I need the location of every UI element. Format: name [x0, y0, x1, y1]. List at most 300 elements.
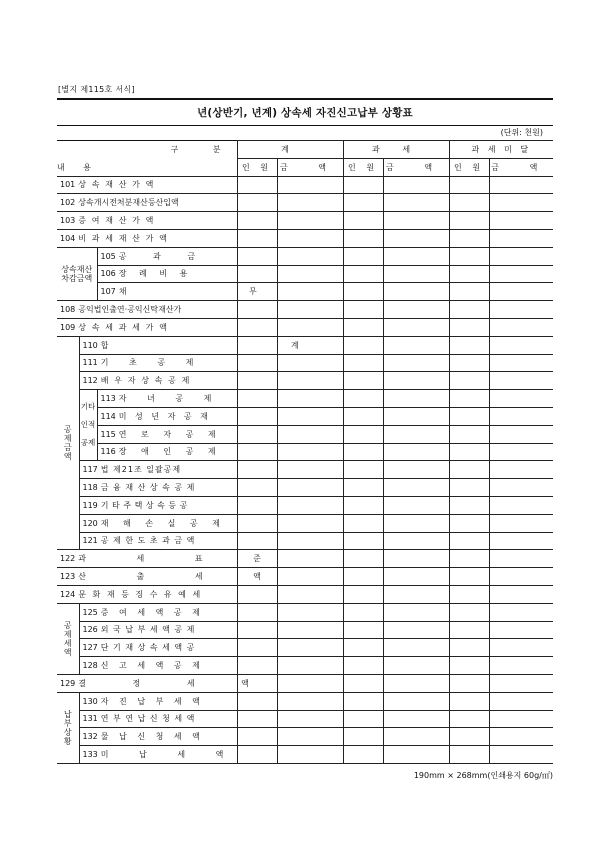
cell-input[interactable] [383, 550, 449, 568]
cell-input[interactable] [277, 585, 343, 603]
cell-input[interactable] [449, 603, 489, 621]
row-text: 산 출 세 액 [78, 572, 285, 582]
table-row [57, 283, 553, 301]
cell-input[interactable] [383, 301, 449, 319]
cell-input[interactable] [237, 229, 277, 247]
cell-input[interactable] [449, 532, 489, 550]
cell-input[interactable] [489, 550, 553, 568]
row-label [79, 496, 237, 514]
cell-input[interactable] [489, 585, 553, 603]
cell-input[interactable] [277, 568, 343, 586]
cell-input[interactable] [237, 514, 277, 532]
row-text: 재 해 손 실 공 제 [100, 518, 226, 528]
cell-input[interactable] [237, 301, 277, 319]
row-label [57, 674, 271, 692]
cell-input[interactable] [343, 550, 383, 568]
cell-input[interactable] [449, 443, 489, 461]
group-char: 상 [63, 727, 72, 737]
row-text: 기 타 주 택 상 속 등 공 [100, 500, 188, 510]
group-char: 공 [63, 425, 72, 435]
cell-input[interactable] [489, 229, 553, 247]
cell-input[interactable] [449, 407, 489, 425]
cell-input[interactable] [277, 247, 343, 265]
group-label-other-personal: 기타 인적 공제 [79, 390, 97, 461]
row-number: 109 [60, 322, 76, 332]
cell-input[interactable] [237, 390, 277, 408]
cell-input[interactable] [383, 568, 449, 586]
form-title: 년(상반기, 년계) 상속세 자진신고납부 상황표 [57, 98, 553, 126]
cell-input[interactable] [383, 229, 449, 247]
cell-input[interactable] [277, 514, 343, 532]
row-text: 비 과 세 재 산 가 액 [78, 233, 169, 243]
cell-input[interactable] [237, 603, 277, 621]
cell-input[interactable] [277, 657, 343, 675]
cell-input[interactable] [449, 639, 489, 657]
cell-input[interactable] [277, 639, 343, 657]
table-row [57, 301, 553, 319]
cell-input[interactable] [237, 194, 277, 212]
table-row [57, 479, 553, 497]
cell-input[interactable] [489, 301, 553, 319]
form-sheet [57, 98, 553, 764]
cell-input[interactable] [383, 425, 449, 443]
row-text: 채 무 [118, 287, 317, 297]
cell-input[interactable] [277, 229, 343, 247]
header-count: 인 원 [343, 158, 383, 176]
cell-input[interactable] [449, 283, 489, 301]
cell-input[interactable] [277, 496, 343, 514]
cell-input[interactable] [343, 603, 383, 621]
cell-input[interactable] [277, 194, 343, 212]
cell-input[interactable] [449, 710, 489, 728]
cell-input[interactable] [383, 461, 449, 479]
cell-input[interactable] [383, 674, 449, 692]
cell-input[interactable] [489, 407, 553, 425]
cell-input[interactable] [343, 425, 383, 443]
cell-input[interactable] [383, 176, 449, 194]
cell-input[interactable] [343, 585, 383, 603]
cell-input[interactable] [449, 425, 489, 443]
cell-input[interactable] [237, 496, 277, 514]
row-label [79, 514, 237, 532]
table-row [57, 728, 553, 746]
row-number: 111 [82, 358, 98, 368]
cell-input[interactable] [237, 585, 277, 603]
cell-input[interactable] [277, 746, 343, 764]
row-number: 123 [60, 572, 76, 582]
cell-input[interactable] [383, 372, 449, 390]
cell-input[interactable] [237, 461, 277, 479]
cell-input[interactable] [489, 443, 553, 461]
cell-input[interactable] [237, 407, 277, 425]
cell-input[interactable] [489, 728, 553, 746]
cell-input[interactable] [343, 728, 383, 746]
cell-input[interactable] [343, 283, 383, 301]
header-naeyong: 내 용 [57, 158, 237, 176]
table-row [57, 407, 553, 425]
cell-input[interactable] [383, 514, 449, 532]
group-char: 액 [63, 647, 72, 657]
cell-input[interactable] [277, 603, 343, 621]
row-label [79, 746, 237, 764]
cell-input[interactable] [277, 390, 343, 408]
row-text: 상 속 재 산 가 액 [78, 180, 155, 190]
row-text: 상 속 세 과 세 가 액 [78, 322, 169, 332]
cell-input[interactable] [383, 265, 449, 283]
cell-input[interactable] [383, 479, 449, 497]
cell-input[interactable] [277, 674, 343, 692]
table-row [57, 568, 553, 586]
cell-input[interactable] [449, 265, 489, 283]
row-label [79, 692, 237, 710]
cell-input[interactable] [489, 479, 553, 497]
row-label [57, 318, 237, 336]
cell-input[interactable] [489, 336, 553, 354]
cell-input[interactable] [277, 621, 343, 639]
cell-input[interactable] [277, 301, 343, 319]
cell-input[interactable] [277, 728, 343, 746]
cell-input[interactable] [449, 176, 489, 194]
table-row [57, 621, 553, 639]
cell-input[interactable] [343, 692, 383, 710]
cell-input[interactable] [277, 692, 343, 710]
row-label [79, 336, 389, 354]
row-label [79, 728, 237, 746]
cell-input[interactable] [449, 728, 489, 746]
row-number: 114 [100, 411, 116, 421]
cell-input[interactable] [383, 390, 449, 408]
cell-input[interactable] [449, 336, 489, 354]
cell-input[interactable] [383, 692, 449, 710]
row-label [79, 710, 237, 728]
cell-input[interactable] [277, 212, 343, 230]
cell-input[interactable] [489, 194, 553, 212]
cell-input[interactable] [449, 461, 489, 479]
cell-input[interactable] [277, 372, 343, 390]
cell-input[interactable] [383, 621, 449, 639]
cell-input[interactable] [449, 194, 489, 212]
cell-input[interactable] [449, 354, 489, 372]
row-text: 증 여 재 산 가 액 [78, 216, 155, 226]
row-number: 115 [100, 429, 116, 439]
table-row [57, 550, 553, 568]
cell-input[interactable] [237, 372, 277, 390]
group-label-payment-status [57, 692, 79, 763]
row-number: 118 [82, 483, 98, 493]
cell-input[interactable] [343, 479, 383, 497]
table-row [57, 247, 553, 265]
table-row [57, 532, 553, 550]
cell-input[interactable] [383, 443, 449, 461]
group-char: 액 [63, 452, 72, 462]
cell-input[interactable] [343, 318, 383, 336]
form-number-label: [별지 제115호 서식] [58, 85, 135, 94]
cell-input[interactable] [237, 639, 277, 657]
cell-input[interactable] [237, 443, 277, 461]
cell-input[interactable] [489, 461, 553, 479]
row-number: 119 [82, 500, 98, 510]
cell-input[interactable] [277, 354, 343, 372]
group-label-tax-credit [57, 603, 79, 674]
cell-input[interactable] [489, 710, 553, 728]
cell-input[interactable] [489, 692, 553, 710]
cell-input[interactable] [343, 746, 383, 764]
cell-input[interactable] [343, 514, 383, 532]
cell-input[interactable] [343, 710, 383, 728]
cell-input[interactable] [449, 229, 489, 247]
cell-input[interactable] [383, 496, 449, 514]
cell-input[interactable] [449, 585, 489, 603]
cell-input[interactable] [383, 603, 449, 621]
row-label [79, 461, 237, 479]
table-row [57, 390, 553, 408]
cell-input[interactable] [343, 639, 383, 657]
cell-input[interactable] [237, 692, 277, 710]
cell-input[interactable] [343, 496, 383, 514]
cell-input[interactable] [449, 479, 489, 497]
table-row [57, 657, 553, 675]
row-text: 장 애 인 공 제 [118, 447, 222, 457]
cell-input[interactable] [449, 514, 489, 532]
cell-input[interactable] [277, 425, 343, 443]
cell-input[interactable] [383, 746, 449, 764]
cell-input[interactable] [489, 372, 553, 390]
cell-input[interactable] [237, 746, 277, 764]
row-label [79, 621, 237, 639]
cell-input[interactable] [277, 265, 343, 283]
cell-input[interactable] [383, 585, 449, 603]
group-char: 제 [63, 629, 72, 639]
row-text: 외 국 납 부 세 액 공 제 [100, 625, 196, 635]
header-taxed: 과 세 [343, 141, 449, 159]
cell-input[interactable] [489, 283, 553, 301]
row-number: 110 [82, 340, 98, 350]
row-number: 102 [60, 198, 76, 208]
cell-input[interactable] [237, 318, 277, 336]
cell-input[interactable] [383, 354, 449, 372]
row-label [57, 550, 285, 568]
row-text: 상속개시전처분재산등산입액 [78, 198, 179, 208]
cell-input[interactable] [489, 603, 553, 621]
cell-input[interactable] [383, 657, 449, 675]
row-label [97, 425, 237, 443]
row-number: 116 [100, 447, 116, 457]
cell-input[interactable] [489, 657, 553, 675]
cell-input[interactable] [343, 247, 383, 265]
cell-input[interactable] [383, 194, 449, 212]
row-text: 연 로 자 공 제 [118, 429, 222, 439]
cell-input[interactable] [343, 621, 383, 639]
cell-input[interactable] [277, 176, 343, 194]
table-row [57, 746, 553, 764]
cell-input[interactable] [343, 212, 383, 230]
cell-input[interactable] [449, 746, 489, 764]
cell-input[interactable] [449, 212, 489, 230]
cell-input[interactable] [343, 443, 383, 461]
cell-input[interactable] [489, 265, 553, 283]
cell-input[interactable] [237, 247, 277, 265]
group-char: 납 [63, 709, 72, 719]
row-label [57, 176, 237, 194]
cell-input[interactable] [277, 407, 343, 425]
row-label [57, 585, 237, 603]
cell-input[interactable] [237, 265, 277, 283]
cell-input[interactable] [489, 532, 553, 550]
row-text: 자 진 납 부 세 액 [100, 696, 204, 706]
cell-input[interactable] [449, 247, 489, 265]
cell-input[interactable] [489, 247, 553, 265]
group-char: 금 [63, 443, 72, 453]
cell-input[interactable] [343, 354, 383, 372]
cell-input[interactable] [343, 229, 383, 247]
cell-input[interactable] [277, 461, 343, 479]
cell-input[interactable] [489, 425, 553, 443]
row-label [97, 390, 237, 408]
cell-input[interactable] [277, 443, 343, 461]
cell-input[interactable] [489, 390, 553, 408]
row-label [79, 639, 237, 657]
cell-input[interactable] [343, 265, 383, 283]
cell-input[interactable] [343, 657, 383, 675]
row-label [97, 443, 237, 461]
cell-input[interactable] [449, 390, 489, 408]
row-text: 문 화 재 등 징 수 유 예 세 [78, 589, 203, 599]
header-row-bottom [57, 158, 553, 176]
row-label [79, 657, 237, 675]
cell-input[interactable] [383, 728, 449, 746]
row-label [57, 229, 237, 247]
cell-input[interactable] [449, 372, 489, 390]
row-text: 합 계 [100, 340, 389, 350]
row-label [57, 301, 237, 319]
cell-input[interactable] [449, 674, 489, 692]
cell-input[interactable] [237, 657, 277, 675]
report-table [57, 140, 553, 764]
table-row [57, 639, 553, 657]
row-label [79, 532, 237, 550]
group-char: 황 [63, 736, 72, 746]
cell-input[interactable] [449, 657, 489, 675]
table-row [57, 372, 553, 390]
cell-input[interactable] [383, 336, 449, 354]
row-text: 장 례 비 용 [118, 269, 193, 279]
cell-input[interactable] [489, 514, 553, 532]
table-row [57, 443, 553, 461]
row-label [79, 603, 237, 621]
cell-input[interactable] [449, 550, 489, 568]
cell-input[interactable] [237, 425, 277, 443]
cell-input[interactable] [449, 496, 489, 514]
row-text: 법 제21조 일괄공제 [100, 465, 182, 475]
cell-input[interactable] [343, 407, 383, 425]
cell-input[interactable] [237, 176, 277, 194]
table-row [57, 176, 553, 194]
group-label-deduction-amount [57, 336, 79, 550]
row-number: 104 [60, 233, 76, 243]
cell-input[interactable] [237, 621, 277, 639]
cell-input[interactable] [489, 496, 553, 514]
cell-input[interactable] [383, 710, 449, 728]
cell-input[interactable] [343, 568, 383, 586]
header-amount: 금 액 [277, 158, 343, 176]
cell-input[interactable] [237, 728, 277, 746]
cell-input[interactable] [449, 692, 489, 710]
cell-input[interactable] [237, 532, 277, 550]
group-char: 부 [63, 718, 72, 728]
cell-input[interactable] [489, 212, 553, 230]
cell-input[interactable] [489, 354, 553, 372]
cell-input[interactable] [489, 746, 553, 764]
row-text: 단 기 재 상 속 세 액 공 [100, 643, 196, 653]
cell-input[interactable] [383, 639, 449, 657]
cell-input[interactable] [277, 550, 343, 568]
cell-input[interactable] [343, 301, 383, 319]
cell-input[interactable] [489, 568, 553, 586]
cell-input[interactable] [489, 674, 553, 692]
row-number: 132 [82, 732, 98, 742]
table-row [57, 354, 553, 372]
cell-input[interactable] [383, 212, 449, 230]
cell-input[interactable] [489, 176, 553, 194]
cell-input[interactable] [237, 354, 277, 372]
cell-input[interactable] [489, 639, 553, 657]
cell-input[interactable] [343, 390, 383, 408]
table-row [57, 318, 553, 336]
row-number: 106 [100, 269, 116, 279]
cell-input[interactable] [237, 212, 277, 230]
row-text: 증 여 세 액 공 제 [100, 607, 204, 617]
row-label [57, 212, 237, 230]
cell-input[interactable] [237, 710, 277, 728]
cell-input[interactable] [383, 318, 449, 336]
cell-input[interactable] [343, 176, 383, 194]
cell-input[interactable] [383, 407, 449, 425]
cell-input[interactable] [449, 318, 489, 336]
cell-input[interactable] [383, 532, 449, 550]
cell-input[interactable] [277, 710, 343, 728]
cell-input[interactable] [343, 194, 383, 212]
row-label [97, 247, 237, 265]
row-number: 108 [60, 305, 76, 315]
cell-input[interactable] [277, 318, 343, 336]
cell-input[interactable] [449, 621, 489, 639]
cell-input[interactable] [449, 301, 489, 319]
cell-input[interactable] [237, 479, 277, 497]
cell-input[interactable] [489, 318, 553, 336]
table-row [57, 603, 553, 621]
table-row [57, 674, 553, 692]
cell-input[interactable] [277, 532, 343, 550]
group-label-deduction: 상속재산 차감금액 [57, 247, 97, 300]
cell-input[interactable] [449, 568, 489, 586]
row-label [57, 568, 285, 586]
cell-input[interactable] [343, 674, 383, 692]
cell-input[interactable] [383, 247, 449, 265]
table-row [57, 336, 553, 354]
table-row [57, 229, 553, 247]
cell-input[interactable] [343, 532, 383, 550]
cell-input[interactable] [277, 479, 343, 497]
row-text: 기 초 공 제 [100, 358, 203, 368]
cell-input[interactable] [383, 283, 449, 301]
unit-label: (단위: 천원) [500, 128, 543, 137]
header-amount: 금 액 [489, 158, 553, 176]
cell-input[interactable] [343, 372, 383, 390]
cell-input[interactable] [343, 461, 383, 479]
cell-input[interactable] [489, 621, 553, 639]
row-number: 129 [60, 678, 76, 688]
table-row [57, 425, 553, 443]
